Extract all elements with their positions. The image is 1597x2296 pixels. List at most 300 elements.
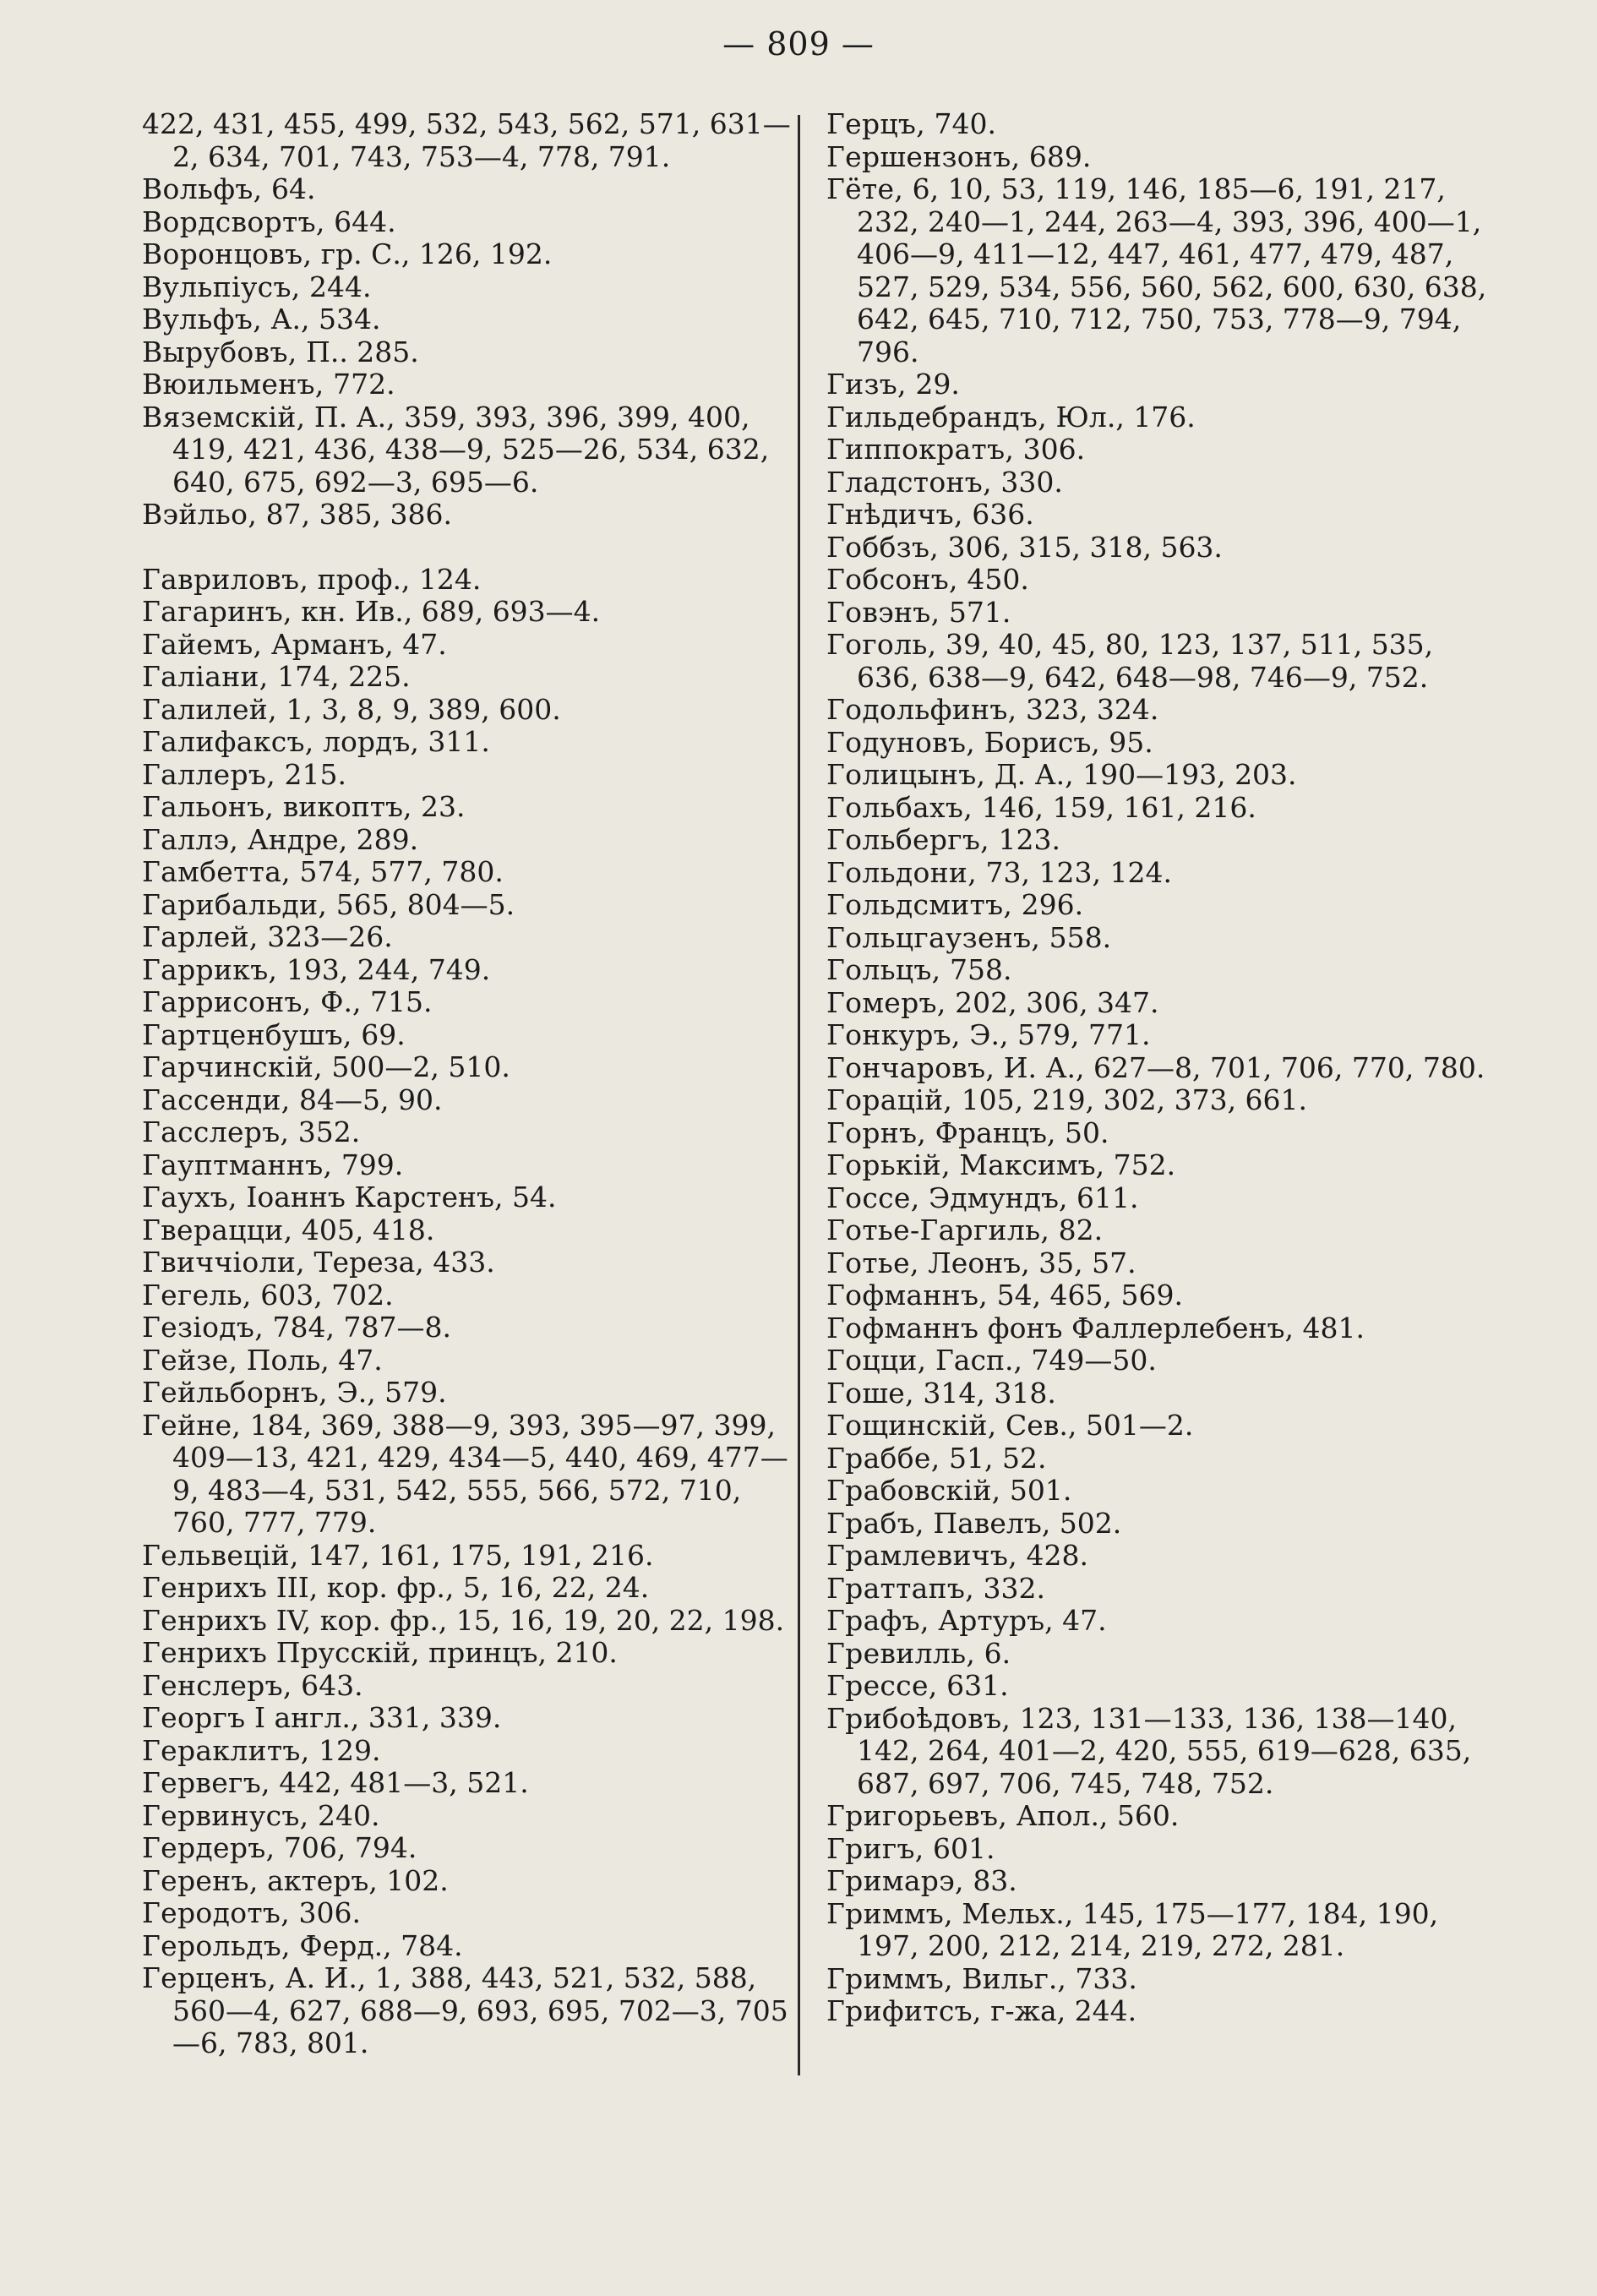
index-entry bbox=[826, 1410, 1494, 1442]
entry-page-refs: Э., 579, 771. bbox=[969, 1018, 1151, 1051]
entry-page-refs: 636. bbox=[972, 498, 1034, 531]
entry-name: Гримарэ, bbox=[826, 1864, 964, 1897]
entry-name: Гвиччіоли, bbox=[142, 1246, 305, 1279]
entry-page-refs: г-жа, 244. bbox=[990, 1994, 1137, 2027]
entry-name: Гервегъ, bbox=[142, 1766, 270, 1799]
entry-name: Гоббзъ, bbox=[826, 530, 940, 564]
index-entry bbox=[142, 1735, 809, 1768]
entry-page-refs: 314, 318. bbox=[923, 1376, 1056, 1410]
index-entry bbox=[142, 401, 809, 499]
entry-page-refs: 758. bbox=[949, 953, 1012, 986]
entry-page-refs: 84—5, 90. bbox=[299, 1083, 443, 1116]
entry-name: Гёте, bbox=[826, 172, 904, 205]
entry-name: Герценъ, bbox=[142, 1961, 277, 1994]
entry-name: Гераклитъ, bbox=[142, 1733, 310, 1767]
entry-page-refs: Тереза, 433. bbox=[313, 1246, 495, 1279]
entry-name: Голицынъ, bbox=[826, 758, 986, 791]
entry-page-refs: Эдмундъ, 611. bbox=[929, 1181, 1139, 1214]
entry-name: Гревилль, bbox=[826, 1636, 976, 1670]
index-entry bbox=[826, 466, 1494, 499]
index-entry bbox=[826, 1540, 1494, 1573]
entry-page-refs: Ф., 715. bbox=[320, 985, 433, 1018]
entry-name: Вэйльо, bbox=[142, 498, 258, 531]
entry-name: Гоцци, bbox=[826, 1344, 927, 1377]
index-entry bbox=[826, 1312, 1494, 1345]
entry-name: Готье-Гаргиль, bbox=[826, 1213, 1050, 1246]
entry-name: Гервинусъ, bbox=[142, 1798, 309, 1832]
index-entry bbox=[142, 368, 809, 401]
entry-page-refs: 129. bbox=[319, 1733, 381, 1767]
entry-name: Гаррисонъ, bbox=[142, 985, 312, 1018]
entry-page-refs: Ферд., 784. bbox=[299, 1928, 463, 1962]
index-entry bbox=[142, 1051, 809, 1084]
entry-page-refs: 39, 40, 45, 80, 123, 137, 511, 535, 636, 638—9, 642, 648—98, 746—9, 752. bbox=[857, 628, 1434, 694]
entry-page-refs: 193, 244, 749. bbox=[286, 952, 491, 986]
entry-page-refs: 87, 385, 386. bbox=[265, 498, 453, 531]
entry-page-refs: 740. bbox=[934, 107, 996, 140]
entry-page-refs: 1, 3, 8, 9, 389, 600. bbox=[286, 692, 561, 726]
entry-name: Гамбетта, bbox=[142, 855, 291, 888]
index-entry bbox=[142, 1181, 809, 1214]
index-entry bbox=[142, 759, 809, 792]
entry-page-refs: 202, 306, 347. bbox=[955, 985, 1159, 1019]
entry-page-refs: 500—2, 510. bbox=[331, 1050, 510, 1083]
entry-page-refs: А. И., 1, 388, 443, 521, 532, 588, 560—4, 627, 688—9, 693, 695, 702—3, 705—6, 783, 801. bbox=[172, 1961, 788, 2059]
entry-page-refs: 558. bbox=[1049, 920, 1112, 954]
entry-name: Гладстонъ, bbox=[826, 465, 992, 499]
index-entry bbox=[826, 1214, 1494, 1247]
index-entry bbox=[826, 629, 1494, 694]
entry-name: Вордсвортъ, bbox=[142, 205, 325, 238]
index-entry bbox=[826, 759, 1494, 792]
entry-page-refs: Леонъ, 35, 57. bbox=[928, 1246, 1136, 1279]
entry-page-refs: гр. С., 126, 192. bbox=[320, 237, 553, 270]
index-entry bbox=[826, 597, 1494, 630]
entry-page-refs: 146, 159, 161, 216. bbox=[981, 790, 1256, 824]
entry-name: Вюильменъ, bbox=[142, 368, 324, 401]
entry-name: Генслеръ, bbox=[142, 1668, 292, 1702]
entry-page-refs: лордъ, 311. bbox=[323, 725, 490, 758]
index-entry bbox=[826, 694, 1494, 727]
index-entry bbox=[826, 434, 1494, 466]
entry-page-refs: 240. bbox=[317, 1798, 380, 1832]
index-entry bbox=[142, 661, 809, 694]
index-entry bbox=[142, 1702, 809, 1735]
index-entry bbox=[826, 368, 1494, 401]
index-entry bbox=[826, 1344, 1494, 1377]
entry-name: Гоголь, bbox=[826, 628, 937, 661]
entry-page-refs: П.. 285. bbox=[306, 335, 419, 368]
entry-name: Гольцъ, bbox=[826, 953, 941, 986]
entry-page-refs: 428. bbox=[1026, 1539, 1088, 1572]
entry-name: Григъ, bbox=[826, 1831, 924, 1865]
entry-page-refs: 6. bbox=[984, 1636, 1011, 1670]
entry-page-refs: викоптъ, 23. bbox=[282, 790, 466, 823]
entry-page-refs: 772. bbox=[333, 368, 395, 401]
index-entry bbox=[826, 1833, 1494, 1866]
entry-name: Гощинскій, bbox=[826, 1409, 997, 1442]
entry-page-refs: актеръ, 102. bbox=[267, 1863, 449, 1897]
entry-page-refs: 147, 161, 175, 191, 216. bbox=[308, 1538, 654, 1572]
index-entry bbox=[142, 1930, 809, 1963]
entry-page-refs: 323—26. bbox=[267, 920, 393, 953]
entry-name: Герцъ, bbox=[826, 107, 926, 140]
entry-name: Генрихъ bbox=[142, 1603, 268, 1637]
entry-name: Галлеръ, bbox=[142, 757, 275, 791]
index-entry bbox=[826, 564, 1494, 597]
index-entry bbox=[142, 238, 809, 271]
index-entry bbox=[826, 1442, 1494, 1475]
index-entry bbox=[142, 1670, 809, 1703]
index-entry bbox=[142, 271, 809, 304]
entry-page-refs: 83. bbox=[973, 1864, 1017, 1897]
index-entry bbox=[826, 1019, 1494, 1052]
index-entry bbox=[826, 1638, 1494, 1671]
index-entry bbox=[142, 1832, 809, 1865]
entry-page-refs: Максимъ, 752. bbox=[959, 1148, 1176, 1181]
entry-name: Григорьевъ, bbox=[826, 1799, 1008, 1832]
entry-page-refs: 631. bbox=[946, 1669, 1009, 1702]
index-entry bbox=[826, 1279, 1494, 1312]
index-entry bbox=[142, 1214, 809, 1247]
entry-name: Гальонъ, bbox=[142, 790, 275, 823]
entry-name: Граттапъ, bbox=[826, 1571, 975, 1605]
entry-page-refs: 422, 431, 455, 499, 532, 543, 562, 571, 631—2, 634, 701, 743, 753—4, 778, 791. bbox=[142, 107, 791, 173]
entry-name: Гольбергъ, bbox=[826, 823, 989, 856]
entry-name: Госсе, bbox=[826, 1181, 920, 1214]
entry-page-refs: 442, 481—3, 521. bbox=[279, 1766, 529, 1799]
entry-name: Вырубовъ, bbox=[142, 335, 297, 368]
entry-page-refs: 184, 369, 388—9, 393, 395—97, 399, 409—13, 421, 429, 434—5, 440, 469, 477—9, 483—4, 531, 542, 555, 566, 572, 710, 760, 777, 779. bbox=[172, 1408, 788, 1539]
entry-page-refs: 54, 465, 569. bbox=[996, 1279, 1183, 1312]
entry-name: Гриммъ, bbox=[826, 1961, 953, 1995]
index-entry bbox=[142, 303, 809, 336]
entry-page-refs: А., 534. bbox=[270, 303, 381, 335]
entry-page-refs: П. А., 359, 393, 396, 399, 400, 419, 421, 436, 438—9, 525—26, 534, 632, 640, 675, 692—3, 695—6. bbox=[172, 400, 770, 499]
entry-page-refs: 799. bbox=[341, 1148, 404, 1181]
index-entry bbox=[826, 1800, 1494, 1833]
index-entry bbox=[142, 336, 809, 369]
index-entry bbox=[826, 532, 1494, 564]
index-entry bbox=[142, 726, 809, 759]
index-entry bbox=[142, 173, 809, 206]
entry-page-refs: Апол., 560. bbox=[1016, 1799, 1180, 1832]
entry-name: Готье, bbox=[826, 1246, 919, 1279]
entry-name: Гавриловъ, bbox=[142, 562, 309, 596]
entry-name: Вольфъ, bbox=[142, 172, 263, 205]
entry-page-refs: Мельх., 145, 175—177, 184, 190, 197, 200, 212, 214, 219, 272, 281. bbox=[857, 1896, 1439, 1962]
entry-name: Гарчинскій, bbox=[142, 1050, 323, 1083]
index-entry bbox=[826, 1149, 1494, 1182]
entry-page-refs: 352. bbox=[297, 1115, 361, 1148]
entry-page-refs: проф., 124. bbox=[317, 562, 482, 596]
entry-page-refs: 643. bbox=[301, 1668, 363, 1702]
entry-page-refs: Сев., 501—2. bbox=[1006, 1409, 1194, 1442]
index-entry bbox=[826, 1670, 1494, 1703]
index-entry bbox=[826, 401, 1494, 434]
entry-name: Граббе, bbox=[826, 1441, 940, 1475]
index-entry bbox=[826, 108, 1494, 141]
entry-page-refs: 82. bbox=[1058, 1213, 1104, 1246]
entry-page-refs: 123, 131—133, 136, 138—140, 142, 264, 401—2, 420, 555, 619—628, 635, 687, 697, 706, 745, 748, 752. bbox=[857, 1701, 1472, 1800]
entry-name: Гердеръ, bbox=[142, 1831, 275, 1864]
entry-page-refs: IV, кор. фр., 15, 16, 19, 20, 22, 198. bbox=[275, 1603, 785, 1637]
entry-page-refs: 571. bbox=[948, 595, 1011, 629]
entry-page-refs: 332. bbox=[983, 1571, 1045, 1605]
entry-name: Гаухъ, bbox=[142, 1181, 237, 1213]
entry-name: Геродотъ, bbox=[142, 1896, 290, 1929]
entry-name: Гагаринъ, bbox=[142, 595, 292, 628]
index-entry bbox=[826, 1703, 1494, 1801]
index-entry bbox=[826, 954, 1494, 987]
index-entry bbox=[142, 1344, 809, 1377]
index-column-right bbox=[826, 108, 1494, 2028]
index-entry bbox=[142, 596, 809, 629]
page-number: — 809 — bbox=[722, 25, 875, 63]
index-entry bbox=[142, 921, 809, 954]
index-entry bbox=[142, 791, 809, 824]
entry-page-refs: Арманъ, 47. bbox=[270, 627, 447, 661]
entry-page-refs: 105, 219, 302, 373, 661. bbox=[961, 1083, 1308, 1116]
entry-name: Говэнъ, bbox=[826, 595, 940, 629]
index-entry bbox=[826, 1377, 1494, 1410]
entry-page-refs: И. А., 627—8, 701, 706, 770, 780. bbox=[1003, 1050, 1485, 1084]
entry-name: Георгъ bbox=[142, 1701, 246, 1734]
index-entry bbox=[142, 564, 809, 597]
entry-page-refs: 306. bbox=[1022, 433, 1086, 466]
index-entry bbox=[142, 1605, 809, 1638]
entry-name: Гверацци, bbox=[142, 1213, 293, 1246]
entry-page-refs: 29. bbox=[915, 368, 960, 401]
index-entry bbox=[826, 173, 1494, 368]
entry-page-refs: 69. bbox=[361, 1017, 406, 1051]
entry-name: Гомеръ, bbox=[826, 985, 946, 1019]
entry-page-refs: 6, 10, 53, 119, 146, 185—6, 191, 217, 232, 240—1, 244, 263—4, 393, 396, 400—1, 406—9, 411—12, 447, 461, 477, 479, 487, 527, 529, 534, 556, 560, 562, 600, 630, 638, 642, 645, 710, 712, 750, 753, 778—9, 794, 796. bbox=[857, 172, 1487, 368]
index-entry bbox=[826, 727, 1494, 760]
entry-page-refs: 73, 123, 124. bbox=[985, 855, 1172, 889]
entry-page-refs: 565, 804—5. bbox=[335, 887, 515, 921]
index-entry bbox=[826, 889, 1494, 922]
index-entry bbox=[142, 1246, 809, 1279]
entry-name: Гизъ, bbox=[826, 368, 907, 401]
index-entry bbox=[142, 1116, 809, 1149]
entry-page-refs: Э., 579. bbox=[336, 1376, 447, 1409]
entry-page-refs: кн. Ив., 689, 693—4. bbox=[301, 595, 601, 628]
entry-page-refs: 51, 52. bbox=[949, 1441, 1047, 1475]
entry-page-refs: Павелъ, 502. bbox=[933, 1506, 1122, 1540]
entry-page-refs: Артуръ, 47. bbox=[938, 1604, 1107, 1637]
index-entry bbox=[142, 1767, 809, 1800]
entry-name: Гельвецій, bbox=[142, 1538, 299, 1572]
entry-name: Вяземскій, bbox=[142, 400, 306, 434]
index-entry bbox=[826, 1573, 1494, 1606]
index-entry bbox=[142, 1962, 809, 2060]
index-entry bbox=[826, 1963, 1494, 1996]
index-entry bbox=[142, 1312, 809, 1344]
entry-name: Вульфъ, bbox=[142, 303, 263, 335]
index-entry bbox=[142, 954, 809, 987]
entry-name: Гауптманнъ, bbox=[142, 1148, 333, 1181]
entry-page-refs: 784, 787—8. bbox=[272, 1311, 451, 1344]
entry-page-refs: Прусскій, принцъ, 210. bbox=[275, 1636, 618, 1669]
index-entry bbox=[142, 1897, 809, 1930]
entry-name: Гартценбушъ, bbox=[142, 1017, 352, 1051]
entry-name: Гершензонъ, bbox=[826, 139, 1021, 173]
entry-name: Гончаровъ, bbox=[826, 1050, 995, 1084]
entry-page-refs: 574, 577, 780. bbox=[299, 855, 504, 888]
entry-name: Гофманнъ, bbox=[826, 1279, 989, 1312]
index-entry bbox=[826, 1508, 1494, 1541]
entry-name: Горнъ, bbox=[826, 1115, 927, 1149]
entry-page-refs: 174, 225. bbox=[277, 660, 411, 693]
entry-page-refs: 603, 702. bbox=[260, 1278, 394, 1312]
entry-name: Гейзе, bbox=[142, 1343, 238, 1377]
entry-page-refs: I англ., 331, 339. bbox=[253, 1701, 502, 1734]
index-entry bbox=[826, 824, 1494, 857]
entry-page-refs: 323, 324. bbox=[1025, 693, 1159, 726]
index-entry bbox=[142, 1637, 809, 1670]
entry-page-refs: 330. bbox=[1000, 465, 1063, 499]
index-entry bbox=[142, 1084, 809, 1117]
entry-name: Гольдсмитъ, bbox=[826, 888, 1013, 921]
entry-name: Генрихъ bbox=[142, 1636, 268, 1669]
index-entry bbox=[826, 1475, 1494, 1508]
entry-page-refs: 601. bbox=[933, 1831, 995, 1865]
index-entry bbox=[142, 1540, 809, 1573]
index-entry bbox=[826, 1052, 1494, 1085]
index-entry bbox=[142, 1377, 809, 1410]
index-entry bbox=[826, 792, 1494, 825]
entry-name: Гарибальди, bbox=[142, 887, 328, 921]
entry-page-refs: Гасп., 749—50. bbox=[935, 1344, 1157, 1377]
entry-name: Галлэ, bbox=[142, 822, 239, 856]
entry-page-refs: 64. bbox=[270, 172, 316, 205]
index-entry bbox=[826, 1865, 1494, 1898]
entry-name: Гофманнъ bbox=[826, 1311, 979, 1344]
entry-page-refs: 123. bbox=[998, 823, 1060, 856]
index-entry bbox=[826, 1247, 1494, 1280]
index-entry bbox=[826, 1084, 1494, 1117]
entry-page-refs: 244. bbox=[309, 270, 372, 303]
entry-name: Горькій, bbox=[826, 1148, 951, 1181]
entry-name: Гиппократъ, bbox=[826, 433, 1015, 466]
entry-name: Гейне, bbox=[142, 1408, 242, 1442]
entry-name: Галилей, bbox=[142, 692, 277, 726]
entry-page-refs: Іоаннъ Карстенъ, 54. bbox=[246, 1181, 557, 1213]
entry-page-refs: III, кор. фр., 5, 16, 22, 24. bbox=[275, 1571, 650, 1604]
index-entry bbox=[826, 1182, 1494, 1215]
index-column-left bbox=[142, 108, 809, 2060]
entry-name: Грифитсъ, bbox=[826, 1994, 982, 2027]
index-entry bbox=[142, 824, 809, 857]
entry-name: Грамлевичъ, bbox=[826, 1539, 1017, 1572]
entry-page-refs: 306. bbox=[298, 1896, 361, 1929]
entry-name: Годольфинъ, bbox=[826, 693, 1017, 726]
entry-name: Грабъ, bbox=[826, 1506, 924, 1540]
entry-name: Гайемъ, bbox=[142, 627, 263, 661]
index-entry bbox=[142, 1865, 809, 1898]
entry-page-refs: 689. bbox=[1028, 139, 1092, 173]
index-entry bbox=[142, 108, 809, 173]
entry-name: Гольбахъ, bbox=[826, 790, 973, 824]
entry-name: Гольцгаузенъ, bbox=[826, 920, 1041, 954]
index-entry bbox=[142, 1572, 809, 1605]
entry-name: Воронцовъ, bbox=[142, 237, 313, 270]
index-entry bbox=[826, 1995, 1494, 2028]
index-entry bbox=[142, 986, 809, 1019]
entry-page-refs: 450. bbox=[967, 563, 1029, 596]
index-entry bbox=[826, 141, 1494, 174]
entry-page-refs: 706, 794. bbox=[283, 1831, 417, 1864]
entry-name: Гильдебрандъ, bbox=[826, 400, 1047, 434]
index-entry bbox=[142, 889, 809, 922]
entry-name: Гаррикъ, bbox=[142, 952, 278, 986]
entry-name: Гоше, bbox=[826, 1376, 914, 1410]
index-entry bbox=[826, 857, 1494, 890]
index-entry bbox=[142, 694, 809, 727]
entry-name: Графъ, bbox=[826, 1604, 929, 1637]
entry-name: Гобсонъ, bbox=[826, 563, 958, 596]
entry-name: Грибоѣдовъ, bbox=[826, 1701, 1011, 1735]
entry-name: Гольдони, bbox=[826, 855, 978, 889]
index-entry bbox=[142, 1019, 809, 1052]
entry-name: Грабовскій, bbox=[826, 1474, 1001, 1507]
index-entry bbox=[826, 1605, 1494, 1638]
index-entry bbox=[142, 499, 809, 532]
entry-name: Галифаксъ, bbox=[142, 725, 314, 758]
entry-page-refs: Д. А., 190—193, 203. bbox=[994, 758, 1297, 791]
index-entry bbox=[826, 499, 1494, 532]
entry-name: Гезіодъ, bbox=[142, 1311, 264, 1344]
entry-page-refs: 501. bbox=[1009, 1474, 1072, 1507]
index-entry bbox=[826, 1898, 1494, 1963]
entry-page-refs: 296. bbox=[1021, 888, 1084, 921]
entry-name: Геренъ, bbox=[142, 1863, 259, 1897]
entry-page-refs: фонъ Фаллерлебенъ, 481. bbox=[987, 1311, 1365, 1344]
entry-name: Гасслеръ, bbox=[142, 1115, 290, 1148]
index-entry bbox=[142, 629, 809, 662]
index-entry bbox=[826, 1117, 1494, 1150]
entry-name: Вульпіусъ, bbox=[142, 270, 301, 303]
index-entry bbox=[142, 206, 809, 239]
entry-name: Гейльборнъ, bbox=[142, 1376, 328, 1409]
entry-name: Гнѣдичъ, bbox=[826, 498, 963, 531]
entry-name: Герольдъ, bbox=[142, 1928, 291, 1962]
entry-page-refs: 405, 418. bbox=[301, 1213, 435, 1246]
entry-name: Гриммъ, bbox=[826, 1896, 953, 1930]
index-entry bbox=[142, 856, 809, 889]
index-entry bbox=[142, 1279, 809, 1312]
entry-page-refs: Францъ, 50. bbox=[935, 1115, 1109, 1149]
entry-name: Генрихъ bbox=[142, 1571, 268, 1604]
entry-page-refs: Вильг., 733. bbox=[962, 1961, 1137, 1995]
entry-page-refs: Поль, 47. bbox=[246, 1343, 383, 1377]
index-entry bbox=[142, 1410, 809, 1540]
entry-name: Галіани, bbox=[142, 660, 269, 693]
entry-name: Гегель, bbox=[142, 1278, 252, 1312]
entry-page-refs: 306, 315, 318, 563. bbox=[947, 530, 1223, 564]
entry-page-refs: Юл., 176. bbox=[1055, 400, 1196, 434]
entry-name: Годуновъ, bbox=[826, 725, 976, 759]
entry-name: Гассенди, bbox=[142, 1083, 291, 1116]
entry-page-refs: Борисъ, 95. bbox=[984, 725, 1153, 759]
index-entry bbox=[142, 1800, 809, 1833]
entry-name: Горацій, bbox=[826, 1083, 953, 1116]
entry-name: Грессе, bbox=[826, 1669, 938, 1702]
entry-page-refs: Андре, 289. bbox=[247, 822, 419, 856]
entry-page-refs: 215. bbox=[284, 757, 346, 791]
entry-name: Гонкуръ, bbox=[826, 1018, 961, 1051]
